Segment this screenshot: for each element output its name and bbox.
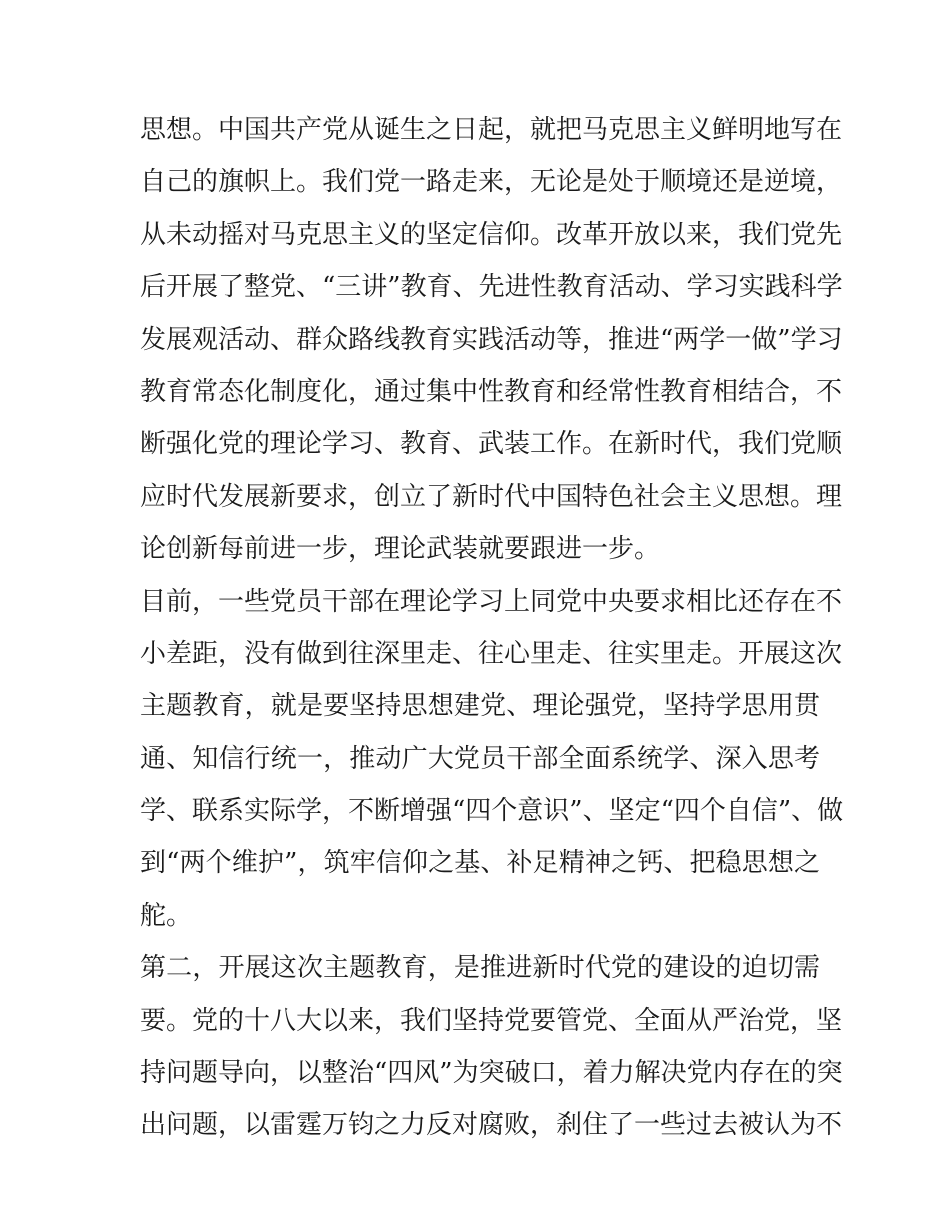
text-line: 主题教育，就是要坚持思想建党、理论强党，坚持学思用贯 [140,691,820,722]
text-line: 学、联系实际学，不断增强“四个意识”、坚定“四个自信”、做 [140,796,844,827]
text-line: 目前，一些党员干部在理论学习上同党中央要求相比还存在不 [140,586,843,617]
text-line: 持问题导向，以整治“四风”为突破口，着力解决党内存在的突 [140,1058,843,1089]
text-line: 要。党的十八大以来，我们坚持党要管党、全面从严治党，坚 [140,1005,843,1036]
document-body [140,104,844,1152]
text-line: 论创新每前进一步，理论武装就要跟进一步。 [140,534,661,565]
text-line: 小差距，没有做到往深里走、往心里走、往实里走。开展这次 [140,638,843,669]
text-line: 到“两个维护”，筑牢信仰之基、补足精神之钙、把稳思想之 [140,848,820,879]
text-line: 断强化党的理论学习、教育、武装工作。在新时代，我们党顺 [140,429,843,460]
text-line: 第二，开展这次主题教育，是推进新时代党的建设的迫切需 [140,953,820,984]
text-line: 舵。 [140,900,193,931]
text-line: 从未动摇对马克思主义的坚定信仰。改革开放以来，我们党先 [140,219,843,250]
text-line: 应时代发展新要求，创立了新时代中国特色社会主义思想。理 [140,481,843,512]
text-line: 通、知信行统一，推动广大党员干部全面系统学、深入思考 [140,743,820,774]
text-line: 教育常态化制度化，通过集中性教育和经常性教育相结合，不 [140,376,843,407]
text-line: 出问题，以雷霆万钧之力反对腐败，刹住了一些过去被认为不 [140,1110,843,1141]
text-line: 思想。中国共产党从诞生之日起，就把马克思主义鲜明地写在 [140,115,843,145]
text-line: 自己的旗帜上。我们党一路走来，无论是处于顺境还是逆境， [140,167,843,198]
text-line: 后开展了整党、“三讲”教育、先进性教育活动、学习实践科学 [140,272,843,303]
text-line: 发展观活动、群众路线教育实践活动等，推进“两学一做”学习 [140,324,843,355]
